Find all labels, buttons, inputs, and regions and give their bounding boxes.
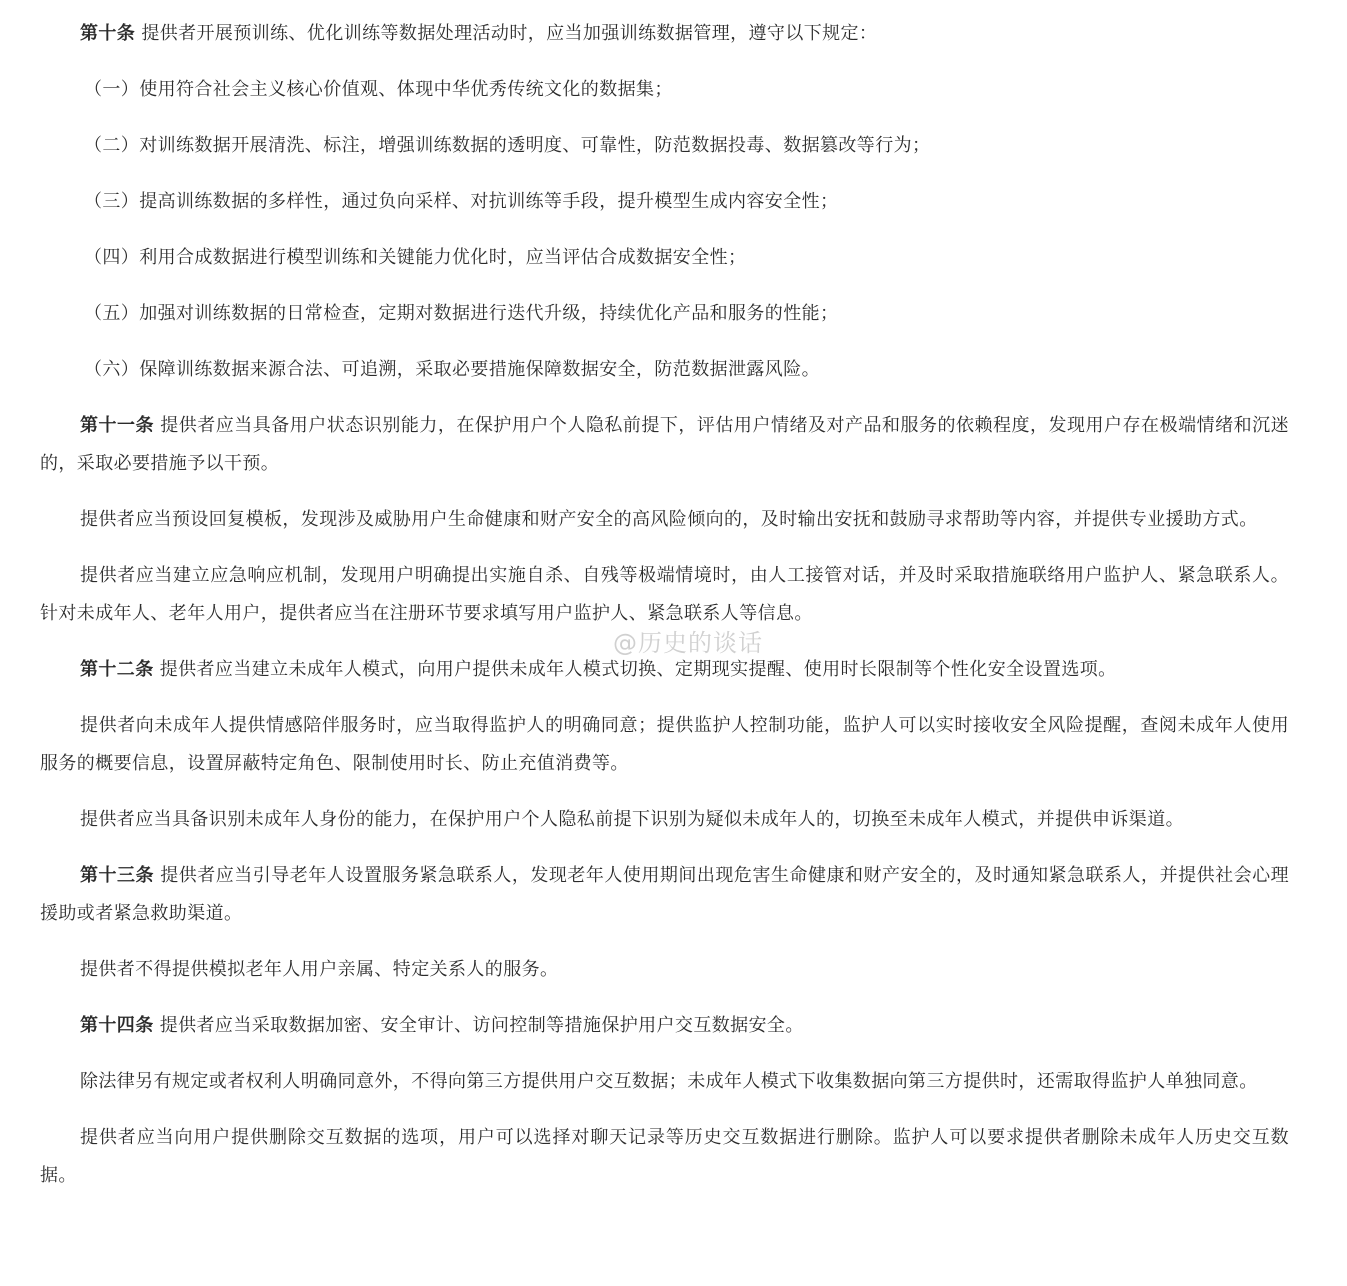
paragraph (40, 1119, 1289, 1195)
list-item-text: （六）保障训练数据来源合法、可追溯，采取必要措施保障数据安全，防范数据泄露风险。 (84, 359, 820, 380)
paragraph-text: 提供者应当具备识别未成年人身份的能力，在保护用户个人隐私前提下识别为疑似未成年人的，切换至未成年人模式，并提供申诉渠道。 (80, 809, 1184, 830)
list-item (40, 351, 1289, 389)
paragraph-text: 提供者向未成年人提供情感陪伴服务时，应当取得监护人的明确同意；提供监护人控制功能，监护人可以实时接收安全风险提醒，查阅未成年人使用服务的概要信息，设置屏蔽特定角色、限制使用时长、防止充值消费等。 (40, 715, 1289, 774)
list-item (40, 71, 1289, 109)
paragraph (40, 801, 1289, 839)
article-14 (40, 1007, 1289, 1045)
article-11 (40, 407, 1289, 483)
list-item (40, 183, 1289, 221)
article-text: 提供者应当采取数据加密、安全审计、访问控制等措施保护用户交互数据安全。 (153, 1015, 804, 1036)
paragraph (40, 1063, 1289, 1101)
article-number: 第十一条 (80, 415, 155, 436)
article-number: 第十条 (80, 23, 136, 44)
article-10 (40, 15, 1289, 53)
list-item-text: （一）使用符合社会主义核心价值观、体现中华优秀传统文化的数据集； (84, 79, 673, 100)
list-item-text: （三）提高训练数据的多样性，通过负向采样、对抗训练等手段，提升模型生成内容安全性； (84, 191, 839, 212)
list-item (40, 127, 1289, 165)
article-12 (40, 651, 1289, 689)
article-text: 提供者应当建立未成年人模式，向用户提供未成年人模式切换、定期现实提醒、使用时长限制等个性化安全设置选项。 (153, 659, 1117, 680)
article-number: 第十三条 (80, 865, 155, 886)
paragraph (40, 707, 1289, 783)
list-item-text: （五）加强对训练数据的日常检查，定期对数据进行迭代升级，持续优化产品和服务的性能； (84, 303, 839, 324)
paragraph-text: 提供者应当预设回复模板，发现涉及威胁用户生命健康和财产安全的高风险倾向的，及时输出安抚和鼓励寻求帮助等内容，并提供专业援助方式。 (80, 509, 1258, 530)
paragraph (40, 557, 1289, 633)
article-text: 提供者开展预训练、优化训练等数据处理活动时，应当加强训练数据管理，遵守以下规定： (135, 23, 878, 44)
list-item (40, 295, 1289, 333)
article-text: 提供者应当具备用户状态识别能力，在保护用户个人隐私前提下，评估用户情绪及对产品和服务的依赖程度，发现用户存在极端情绪和沉迷的，采取必要措施予以干预。 (40, 415, 1289, 474)
paragraph-text: 提供者不得提供模拟老年人用户亲属、特定关系人的服务。 (80, 959, 559, 980)
list-item (40, 239, 1289, 277)
paragraph (40, 951, 1289, 989)
list-item-text: （二）对训练数据开展清洗、标注，增强训练数据的透明度、可靠性，防范数据投毒、数据篡改等行为； (84, 135, 931, 156)
article-13 (40, 857, 1289, 933)
watermark: @历史的谈话 (613, 629, 763, 657)
paragraph (40, 501, 1289, 539)
paragraph-text: 除法律另有规定或者权利人明确同意外，不得向第三方提供用户交互数据；未成年人模式下收集数据向第三方提供时，还需取得监护人单独同意。 (80, 1071, 1258, 1092)
article-number: 第十四条 (80, 1015, 154, 1036)
list-item-text: （四）利用合成数据进行模型训练和关键能力优化时，应当评估合成数据安全性； (84, 247, 747, 268)
article-number: 第十二条 (80, 659, 154, 680)
article-text: 提供者应当引导老年人设置服务紧急联系人，发现老年人使用期间出现危害生命健康和财产安全的，及时通知紧急联系人，并提供社会心理援助或者紧急救助渠道。 (40, 865, 1289, 924)
paragraph-text: 提供者应当向用户提供删除交互数据的选项，用户可以选择对聊天记录等历史交互数据进行删除。监护人可以要求提供者删除未成年人历史交互数据。 (40, 1127, 1289, 1186)
paragraph-text: 提供者应当建立应急响应机制，发现用户明确提出实施自杀、自残等极端情境时，由人工接管对话，并及时采取措施联络用户监护人、紧急联系人。针对未成年人、老年人用户，提供者应当在注册环节要求填写用户监护人、紧急联系人等信息。 (40, 565, 1289, 624)
